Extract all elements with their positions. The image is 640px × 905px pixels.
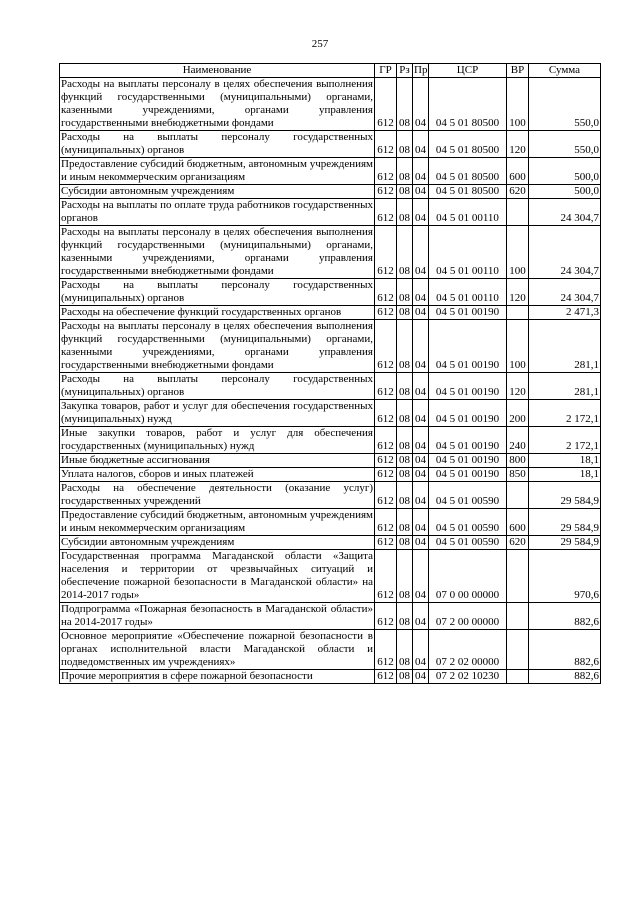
table-row [60, 279, 601, 306]
cell-pr: 04 [413, 78, 429, 131]
cell-vr: 800 [507, 454, 529, 468]
cell-rz: 08 [397, 306, 413, 320]
cell-sum: 29 584,9 [529, 482, 601, 509]
cell-rz: 08 [397, 630, 413, 670]
cell-name: Предоставление субсидий бюджетным, автономным учреждениям и иным некоммерческим организациям [61, 509, 373, 534]
cell-pr: 04 [413, 226, 429, 279]
cell-csr: 04 5 01 00190 [429, 400, 507, 427]
header-rz: Рз [397, 64, 413, 78]
table-row [60, 131, 601, 158]
cell-sum: 882,6 [529, 670, 601, 684]
table-row [60, 306, 601, 320]
cell-sum: 24 304,7 [529, 226, 601, 279]
cell-rz: 08 [397, 454, 413, 468]
cell-name: Основное мероприятие «Обеспечение пожарной безопасности в органах исполнительной власти Магаданской области и подведомственных им учреждениях» [61, 630, 373, 668]
cell-vr [507, 306, 529, 320]
table-row [60, 454, 601, 468]
table-row [60, 670, 601, 684]
cell-pr: 04 [413, 670, 429, 684]
cell-gr: 612 [375, 482, 397, 509]
cell-rz: 08 [397, 509, 413, 536]
cell-rz: 08 [397, 482, 413, 509]
cell-pr: 04 [413, 603, 429, 630]
cell-sum: 29 584,9 [529, 509, 601, 536]
cell-sum: 500,0 [529, 185, 601, 199]
cell-name: Расходы на выплаты персоналу в целях обеспечения выполнения функций государственными (муниципальными) органами, казенными учреждениями, органами управления государственными внебюджетными фондами [61, 226, 373, 277]
cell-name: Расходы на выплаты персоналу в целях обеспечения выполнения функций государственными (муниципальными) органами, казенными учреждениями, органами управления государственными внебюджетными фондами [61, 320, 373, 371]
cell-pr: 04 [413, 482, 429, 509]
cell-vr: 200 [507, 400, 529, 427]
cell-rz: 08 [397, 320, 413, 373]
cell-csr: 04 5 01 00110 [429, 226, 507, 279]
cell-gr: 612 [375, 550, 397, 603]
table-row [60, 185, 601, 199]
cell-pr: 04 [413, 400, 429, 427]
page-number: 257 [311, 38, 329, 50]
cell-vr [507, 603, 529, 630]
table-row [60, 400, 601, 427]
cell-csr: 04 5 01 00190 [429, 320, 507, 373]
cell-rz: 08 [397, 185, 413, 199]
cell-gr: 612 [375, 427, 397, 454]
cell-gr: 612 [375, 670, 397, 684]
cell-gr: 612 [375, 131, 397, 158]
cell-gr: 612 [375, 185, 397, 199]
cell-rz: 08 [397, 468, 413, 482]
cell-rz: 08 [397, 158, 413, 185]
cell-name: Иные закупки товаров, работ и услуг для обеспечения государственных (муниципальных) нужд [61, 427, 373, 452]
table-row [60, 320, 601, 373]
cell-vr: 120 [507, 279, 529, 306]
cell-name: Расходы на обеспечение функций государственных органов [60, 306, 375, 320]
cell-pr: 04 [413, 550, 429, 603]
cell-name: Подпрограмма «Пожарная безопасность в Магаданской области» на 2014-2017 годы» [61, 603, 373, 628]
table-row [60, 630, 601, 670]
cell-name: Расходы на выплаты персоналу государственных (муниципальных) органов [61, 373, 373, 398]
cell-sum: 970,6 [529, 550, 601, 603]
cell-name: Иные бюджетные ассигнования [60, 454, 375, 468]
cell-csr: 04 5 01 80500 [429, 185, 507, 199]
cell-pr: 04 [413, 131, 429, 158]
budget-table [59, 63, 601, 684]
cell-pr: 04 [413, 158, 429, 185]
cell-vr [507, 630, 529, 670]
cell-csr: 04 5 01 00190 [429, 454, 507, 468]
header-name: Наименование [60, 64, 375, 78]
cell-rz: 08 [397, 670, 413, 684]
cell-vr: 120 [507, 373, 529, 400]
cell-rz: 08 [397, 78, 413, 131]
cell-gr: 612 [375, 279, 397, 306]
cell-gr: 612 [375, 158, 397, 185]
table-row [60, 158, 601, 185]
cell-gr: 612 [375, 226, 397, 279]
cell-vr: 120 [507, 131, 529, 158]
cell-pr: 04 [413, 454, 429, 468]
cell-csr: 07 0 00 00000 [429, 550, 507, 603]
cell-gr: 612 [375, 373, 397, 400]
cell-csr: 04 5 01 00590 [429, 509, 507, 536]
cell-sum: 2 172,1 [529, 400, 601, 427]
header-gr: ГР [375, 64, 397, 78]
cell-vr: 240 [507, 427, 529, 454]
cell-sum: 550,0 [529, 131, 601, 158]
cell-csr: 04 5 01 00110 [429, 279, 507, 306]
table-row [60, 482, 601, 509]
cell-name: Расходы на выплаты персоналу в целях обеспечения выполнения функций государственными (муниципальными) органами, казенными учреждениями, органами управления государственными внебюджетными фондами [61, 78, 373, 129]
cell-vr: 850 [507, 468, 529, 482]
cell-gr: 612 [375, 509, 397, 536]
cell-pr: 04 [413, 427, 429, 454]
table-row [60, 550, 601, 603]
cell-gr: 612 [375, 603, 397, 630]
cell-vr: 100 [507, 78, 529, 131]
cell-csr: 04 5 01 80500 [429, 78, 507, 131]
cell-gr: 612 [375, 454, 397, 468]
cell-gr: 612 [375, 400, 397, 427]
cell-vr: 600 [507, 158, 529, 185]
cell-csr: 04 5 01 00190 [429, 468, 507, 482]
cell-pr: 04 [413, 185, 429, 199]
cell-name: Расходы на выплаты персоналу государственных (муниципальных) органов [61, 279, 373, 304]
cell-pr: 04 [413, 509, 429, 536]
table-row [60, 226, 601, 279]
cell-name: Расходы на выплаты по оплате труда работников государственных органов [61, 199, 373, 224]
cell-vr: 600 [507, 509, 529, 536]
cell-name: Субсидии автономным учреждениям [60, 185, 375, 199]
cell-sum: 500,0 [529, 158, 601, 185]
cell-vr [507, 550, 529, 603]
table-row [60, 509, 601, 536]
cell-pr: 04 [413, 468, 429, 482]
cell-sum: 550,0 [529, 78, 601, 131]
cell-name: Прочие мероприятия в сфере пожарной безопасности [60, 670, 375, 684]
cell-pr: 04 [413, 320, 429, 373]
cell-gr: 612 [375, 468, 397, 482]
cell-sum: 882,6 [529, 603, 601, 630]
cell-sum: 882,6 [529, 630, 601, 670]
cell-rz: 08 [397, 427, 413, 454]
cell-sum: 24 304,7 [529, 199, 601, 226]
cell-pr: 04 [413, 536, 429, 550]
cell-name: Уплата налогов, сборов и иных платежей [60, 468, 375, 482]
cell-pr: 04 [413, 279, 429, 306]
table-row [60, 199, 601, 226]
cell-csr: 04 5 01 80500 [429, 158, 507, 185]
table-header-row [60, 64, 601, 78]
cell-rz: 08 [397, 400, 413, 427]
cell-vr: 620 [507, 185, 529, 199]
table-body [60, 78, 601, 684]
table-row [60, 78, 601, 131]
cell-csr: 04 5 01 00590 [429, 482, 507, 509]
cell-rz: 08 [397, 550, 413, 603]
cell-rz: 08 [397, 199, 413, 226]
cell-sum: 18,1 [529, 454, 601, 468]
cell-vr [507, 670, 529, 684]
cell-sum: 281,1 [529, 320, 601, 373]
cell-vr: 100 [507, 320, 529, 373]
cell-csr: 04 5 01 80500 [429, 131, 507, 158]
cell-gr: 612 [375, 306, 397, 320]
cell-name: Расходы на обеспечение деятельности (оказание услуг) государственных учреждений [61, 482, 373, 507]
cell-gr: 612 [375, 536, 397, 550]
cell-csr: 07 2 02 10230 [429, 670, 507, 684]
cell-csr: 04 5 01 00190 [429, 373, 507, 400]
table-row [60, 536, 601, 550]
cell-csr: 07 2 02 00000 [429, 630, 507, 670]
header-sum: Сумма [529, 64, 601, 78]
cell-gr: 612 [375, 199, 397, 226]
table-row [60, 427, 601, 454]
cell-rz: 08 [397, 226, 413, 279]
header-pr: Пр [414, 64, 428, 76]
header-csr: ЦСР [429, 64, 507, 78]
cell-vr [507, 482, 529, 509]
cell-gr: 612 [375, 78, 397, 131]
cell-rz: 08 [397, 279, 413, 306]
cell-csr: 07 2 00 00000 [429, 603, 507, 630]
cell-vr: 620 [507, 536, 529, 550]
cell-sum: 2 471,3 [529, 306, 601, 320]
cell-csr: 04 5 01 00190 [429, 306, 507, 320]
cell-pr: 04 [413, 630, 429, 670]
cell-rz: 08 [397, 373, 413, 400]
cell-rz: 08 [397, 536, 413, 550]
cell-name: Субсидии автономным учреждениям [60, 536, 375, 550]
cell-sum: 24 304,7 [529, 279, 601, 306]
cell-name: Расходы на выплаты персоналу государственных (муниципальных) органов [61, 131, 373, 156]
cell-pr: 04 [413, 199, 429, 226]
cell-rz: 08 [397, 603, 413, 630]
cell-vr [507, 199, 529, 226]
cell-name: Предоставление субсидий бюджетным, автономным учреждениям и иным некоммерческим организациям [61, 158, 373, 183]
table-row [60, 468, 601, 482]
cell-sum: 18,1 [529, 468, 601, 482]
cell-name: Государственная программа Магаданской области «Защита населения и территории от чрезвычайных ситуаций и обеспечение пожарной безопасности в Магаданской области» на 2014-2017 годы» [61, 550, 373, 601]
cell-rz: 08 [397, 131, 413, 158]
header-vr: ВР [507, 64, 529, 78]
cell-sum: 29 584,9 [529, 536, 601, 550]
table-row [60, 603, 601, 630]
cell-name: Закупка товаров, работ и услуг для обеспечения государственных (муниципальных) нужд [61, 400, 373, 425]
cell-gr: 612 [375, 320, 397, 373]
cell-csr: 04 5 01 00110 [429, 199, 507, 226]
cell-csr: 04 5 01 00190 [429, 427, 507, 454]
cell-csr: 04 5 01 00590 [429, 536, 507, 550]
cell-pr: 04 [413, 373, 429, 400]
cell-sum: 281,1 [529, 373, 601, 400]
cell-pr: 04 [413, 306, 429, 320]
cell-vr: 100 [507, 226, 529, 279]
table-row [60, 373, 601, 400]
cell-sum: 2 172,1 [529, 427, 601, 454]
cell-gr: 612 [375, 630, 397, 670]
